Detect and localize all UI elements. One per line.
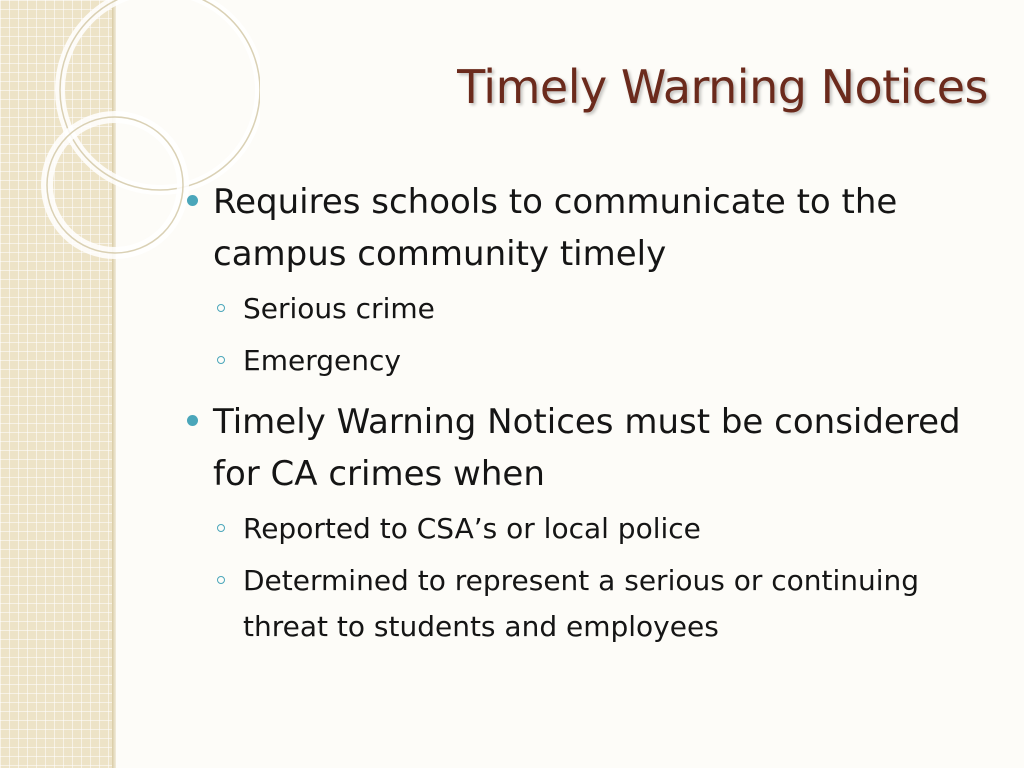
sub-bullet-text: Emergency	[243, 344, 401, 377]
bullet-text: Requires schools to communicate to the campus community timely	[213, 182, 898, 274]
sub-bullet-item	[185, 338, 985, 384]
sub-bullet-text: Determined to represent a serious or continuing threat to students and employees	[243, 564, 920, 643]
bullet-text: Timely Warning Notices must be considered for CA crimes when	[213, 402, 961, 494]
sub-bullet-item	[185, 558, 985, 650]
sub-bullet-ring-icon	[217, 304, 225, 312]
bullet-dot-icon	[187, 195, 198, 206]
bullet-list	[185, 176, 985, 650]
sub-bullet-item	[185, 506, 985, 552]
bullet-item	[185, 396, 985, 500]
bullet-item	[185, 176, 985, 280]
sub-bullet-ring-icon	[217, 524, 225, 532]
sub-bullet-text: Reported to CSA’s or local police	[243, 512, 701, 545]
sub-bullet-ring-icon	[217, 576, 225, 584]
slide-title: Timely Warning Notices	[457, 60, 988, 114]
sub-bullet-ring-icon	[217, 356, 225, 364]
bullet-dot-icon	[187, 415, 198, 426]
sub-bullet-item	[185, 286, 985, 332]
sub-bullet-text: Serious crime	[243, 292, 435, 325]
